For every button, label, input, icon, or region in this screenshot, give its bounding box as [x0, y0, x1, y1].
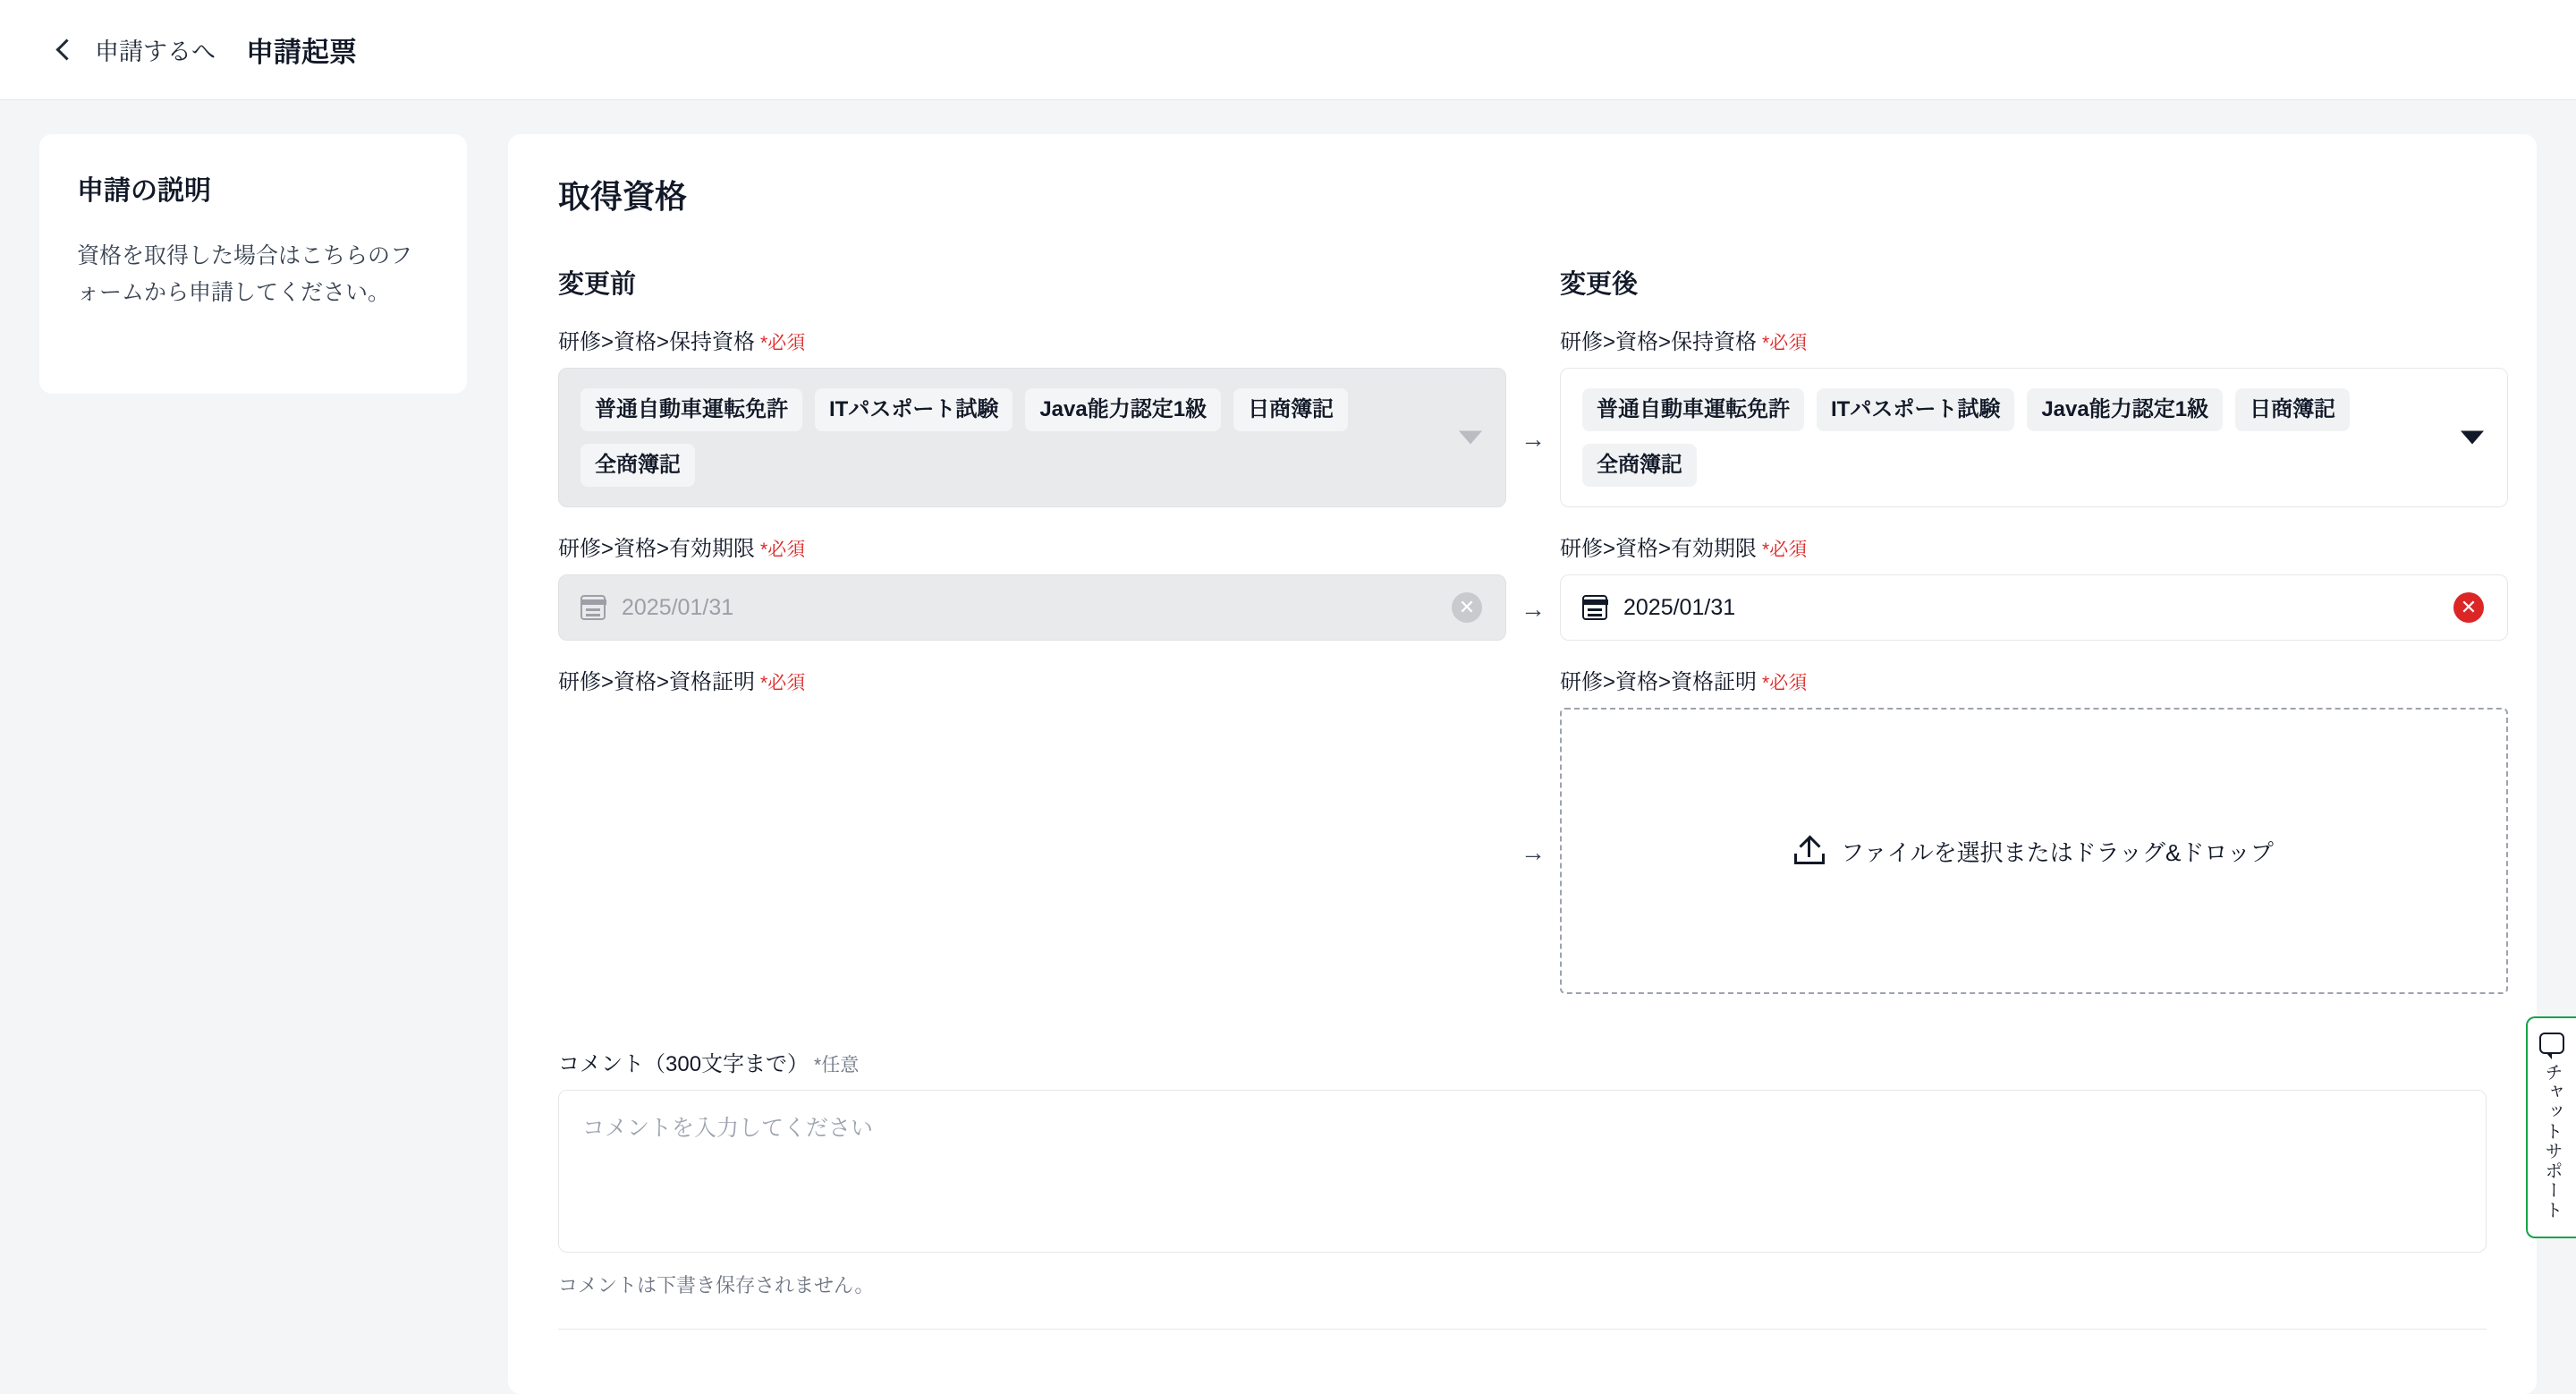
field-label-qualifications-before [558, 324, 1506, 355]
change-arrow: → [1521, 424, 1546, 453]
field-label-certificate-after [1560, 664, 2508, 695]
field-label-text: 研修>資格>有効期限 [558, 537, 756, 561]
field-row-qualifications [558, 324, 2487, 507]
upload-icon [1794, 836, 1825, 866]
tag-item: 普通自動車運転免許 [580, 388, 802, 431]
tag-item[interactable]: ITパスポート試験 [1817, 388, 2014, 431]
expiry-before-field [558, 574, 1506, 641]
tag-item[interactable]: Java能力認定1級 [2027, 388, 2223, 431]
chat-support-tab[interactable] [2526, 1016, 2576, 1238]
comment-input[interactable] [558, 1090, 2487, 1253]
tag-item[interactable]: 日商簿記 [2235, 388, 2350, 431]
application-description-card [39, 134, 467, 394]
certificate-before-empty [558, 708, 1506, 994]
field-label-text: 研修>資格>保持資格 [1560, 330, 1758, 354]
column-headers [558, 264, 2487, 301]
tag-item[interactable]: 全商簿記 [1582, 444, 1697, 487]
expiry-before-value: 2025/01/31 [622, 594, 734, 620]
expiry-after-field[interactable] [1560, 574, 2508, 641]
field-label-text: 研修>資格>保持資格 [558, 330, 756, 354]
chevron-down-icon[interactable] [2461, 431, 2484, 445]
required-mark: *必須 [1762, 673, 1808, 693]
field-label-expiry-after [1560, 531, 2508, 562]
expiry-after-value[interactable]: 2025/01/31 [1623, 594, 1736, 620]
clear-circle-icon: ✕ [1452, 592, 1482, 623]
comment-label-text: コメント（300文字まで） [558, 1052, 809, 1076]
field-row-certificate [558, 664, 2487, 994]
tag-item: Java能力認定1級 [1025, 388, 1221, 431]
chat-bubble-icon [2539, 1033, 2564, 1054]
chat-support-label: チャットサポート [2542, 1063, 2562, 1220]
top-bar [0, 0, 2576, 100]
field-label-text: 研修>資格>有効期限 [1560, 537, 1758, 561]
qualifications-before-box [558, 368, 1506, 507]
required-mark: *必須 [760, 540, 806, 560]
required-mark: *必須 [1762, 540, 1808, 560]
comment-placeholder: コメントを入力してください [582, 1116, 874, 1141]
field-label-text: 研修>資格>資格証明 [1560, 670, 1758, 694]
field-label-certificate-before [558, 664, 1506, 695]
optional-mark: *任意 [814, 1055, 860, 1075]
page-title: 申請起票 [246, 37, 357, 68]
certificate-dropzone[interactable] [1560, 708, 2508, 994]
dropzone-label: ファイルを選択またはドラッグ&ドロップ [1841, 838, 2274, 866]
tag-item: 日商簿記 [1233, 388, 1348, 431]
column-header-before: 変更前 [558, 270, 637, 299]
required-mark: *必須 [760, 333, 806, 353]
info-card-title: 申請の説明 [77, 176, 211, 206]
page-body [0, 100, 2576, 1394]
clear-circle-icon[interactable]: ✕ [2453, 592, 2484, 623]
section-divider [558, 1329, 2487, 1330]
back-link[interactable]: 申請するへ [95, 38, 216, 65]
tag-item: 全商簿記 [580, 444, 695, 487]
tag-item[interactable]: 普通自動車運転免許 [1582, 388, 1804, 431]
required-mark: *必須 [760, 673, 806, 693]
chevron-down-icon [1459, 431, 1482, 445]
field-label-text: 研修>資格>資格証明 [558, 670, 756, 694]
required-mark: *必須 [1762, 333, 1808, 353]
tag-item: ITパスポート試験 [815, 388, 1013, 431]
change-arrow: → [1521, 594, 1546, 623]
calendar-icon [580, 595, 606, 620]
field-row-expiry [558, 531, 2487, 641]
comment-label [558, 1046, 2487, 1077]
info-card-body: 資格を取得した場合はこちらのフォームから申請してください。 [77, 243, 413, 306]
calendar-icon[interactable] [1582, 595, 1607, 620]
chevron-left-icon[interactable] [52, 38, 75, 62]
qualifications-after-select[interactable] [1560, 368, 2508, 507]
change-arrow: → [1521, 837, 1546, 866]
field-label-qualifications-after [1560, 324, 2508, 355]
field-label-expiry-before [558, 531, 1506, 562]
form-title: 取得資格 [558, 178, 688, 215]
comment-note: コメントは下書き保存されません。 [558, 1274, 875, 1296]
application-form-card [508, 134, 2537, 1394]
column-header-after: 変更後 [1560, 270, 1639, 299]
comment-block [558, 1046, 2487, 1330]
